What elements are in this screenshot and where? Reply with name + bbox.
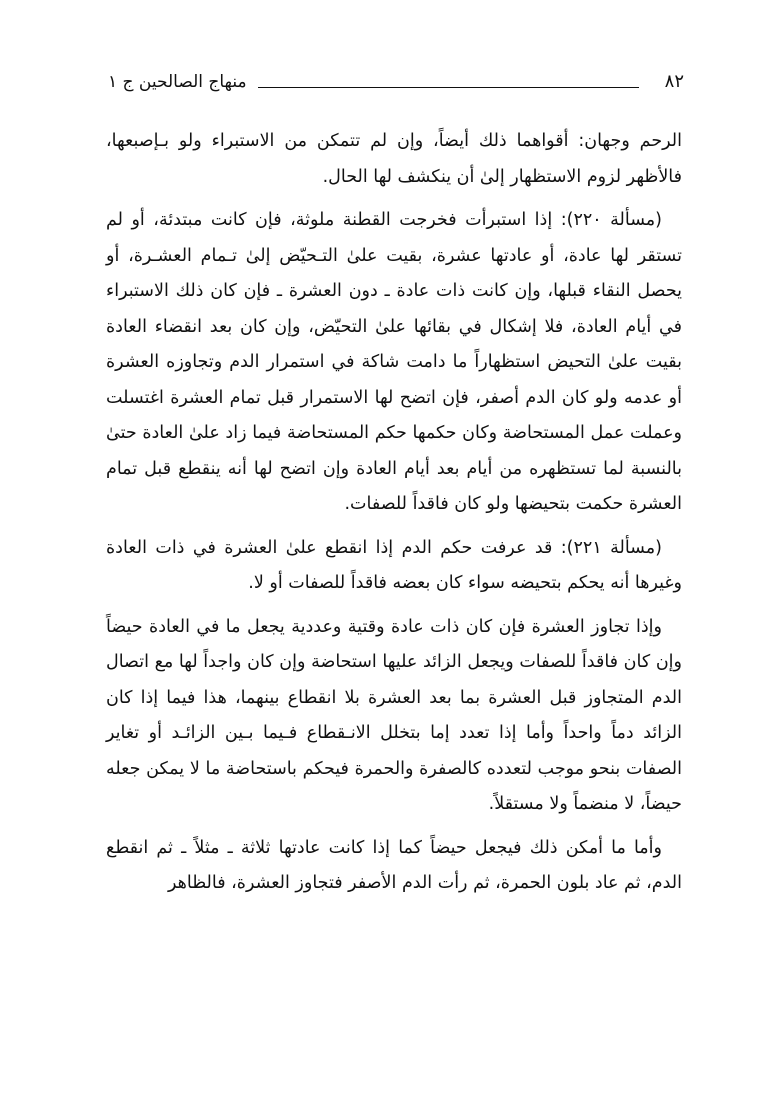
header-rule [258,87,639,88]
page-body [106,124,682,910]
paragraph-masala-221: (مسألة ٢٢١): قد عرفت حكم الدم إذا انقطع علىٰ العشرة في ذات العادة وغيرها أنه يحكم بتحيضه سواء كان بعضه فاقداً للصفات أو لا. [106,537,682,593]
page-header [108,70,684,98]
paragraph-4: وإذا تجاوز العشرة فإن كان ذات عادة وقتية وعددية يجعل ما في العادة حيضاً وإن كان فاقداً للصفات ويجعل الزائد عليها استحاضة وإن كان واجداً لها مع اتصال الدم المتجاوز قبل العشرة بما بعد العشرة بلا انقطاع بينهما، هذا فيما إذا كان الزائد دماً واحداً وأما إذا تعدد إما بتخلل الانـقطاع فـيما بـين الزائـد أو تغاير الصفات بنحو موجب لتعدده كالصفرة والحمرة فيحكم باستحاضة ما لا يمكن جعله حيضاً، لا منضماً ولا مستقلاً. [106,616,682,814]
page-number: ٨٢ [664,71,684,92]
book-title: منهاج الصالحين ج ١ [108,72,247,92]
paragraph-5: وأما ما أمكن ذلك فيجعل حيضاً كما إذا كانت عادتها ثلاثة ـ مثلاً ـ ثم انقطع الدم، ثم عاد بلون الحمرة، ثم رأت الدم الأصفر فتجاوز العشرة، فالظاهر [106,837,682,893]
paragraph-masala-220: (مسألة ٢٢٠): إذا استبرأت فخرجت القطنة ملوثة، فإن كانت مبتدئة، أو لم تستقر لها عادة، أو عادتها عشرة، بقيت علىٰ التـحيّض إلىٰ تـمام العشـرة، أو يحصل النقاء قبلها، وإن كانت ذات عادة ـ دون العشرة ـ فإن كان ذلك الاستبراء في أيام العادة، فلا إشكال في بقائها علىٰ التحيّض، وإن كان بعد انقضاء العادة بقيت علىٰ التحيض استظهاراً ما دامت شاكة في استمرار الدم وتجاوزه العشرة أو عدمه ولو كان الدم أصفر، فإن اتضح لها الاستمرار قبل تمام العشرة اغتسلت وعملت عمل المستحاضة وكان حكمها حكم المستحاضة فيما زاد علىٰ العادة حتىٰ بالنسبة لما تستظهره من أيام بعد أيام العادة وإن اتضح لها أنه ينقطع قبل تمام العشرة حكمت بتحيضها ولو كان فاقداً للصفات. [106,210,682,514]
paragraph-1: الرحم وجهان: أقواهما ذلك أيضاً، وإن لم تتمكن من الاستبراء ولو بـإصبعها، فالأظهر لزوم الاستظهار إلىٰ أن ينكشف لها الحال. [106,131,682,187]
